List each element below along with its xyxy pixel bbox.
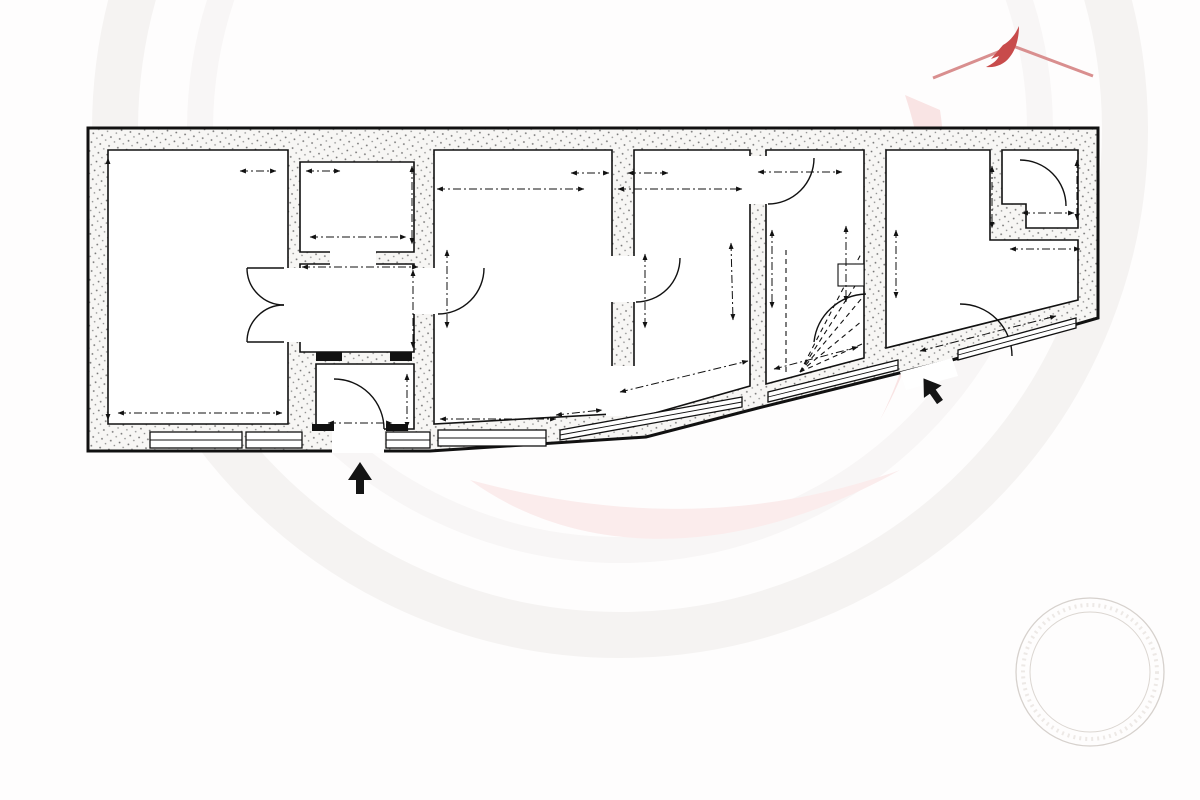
brand-logo <box>915 20 1115 98</box>
room-9-hol <box>316 364 414 429</box>
room-5-bucatarie <box>634 150 750 419</box>
stamp <box>1016 598 1164 746</box>
room-6-baie <box>300 162 414 252</box>
room-2-camera <box>434 150 612 424</box>
room-8-hol <box>300 264 414 352</box>
room-3-camera <box>108 150 288 424</box>
logo-bird-icon <box>986 26 1019 67</box>
